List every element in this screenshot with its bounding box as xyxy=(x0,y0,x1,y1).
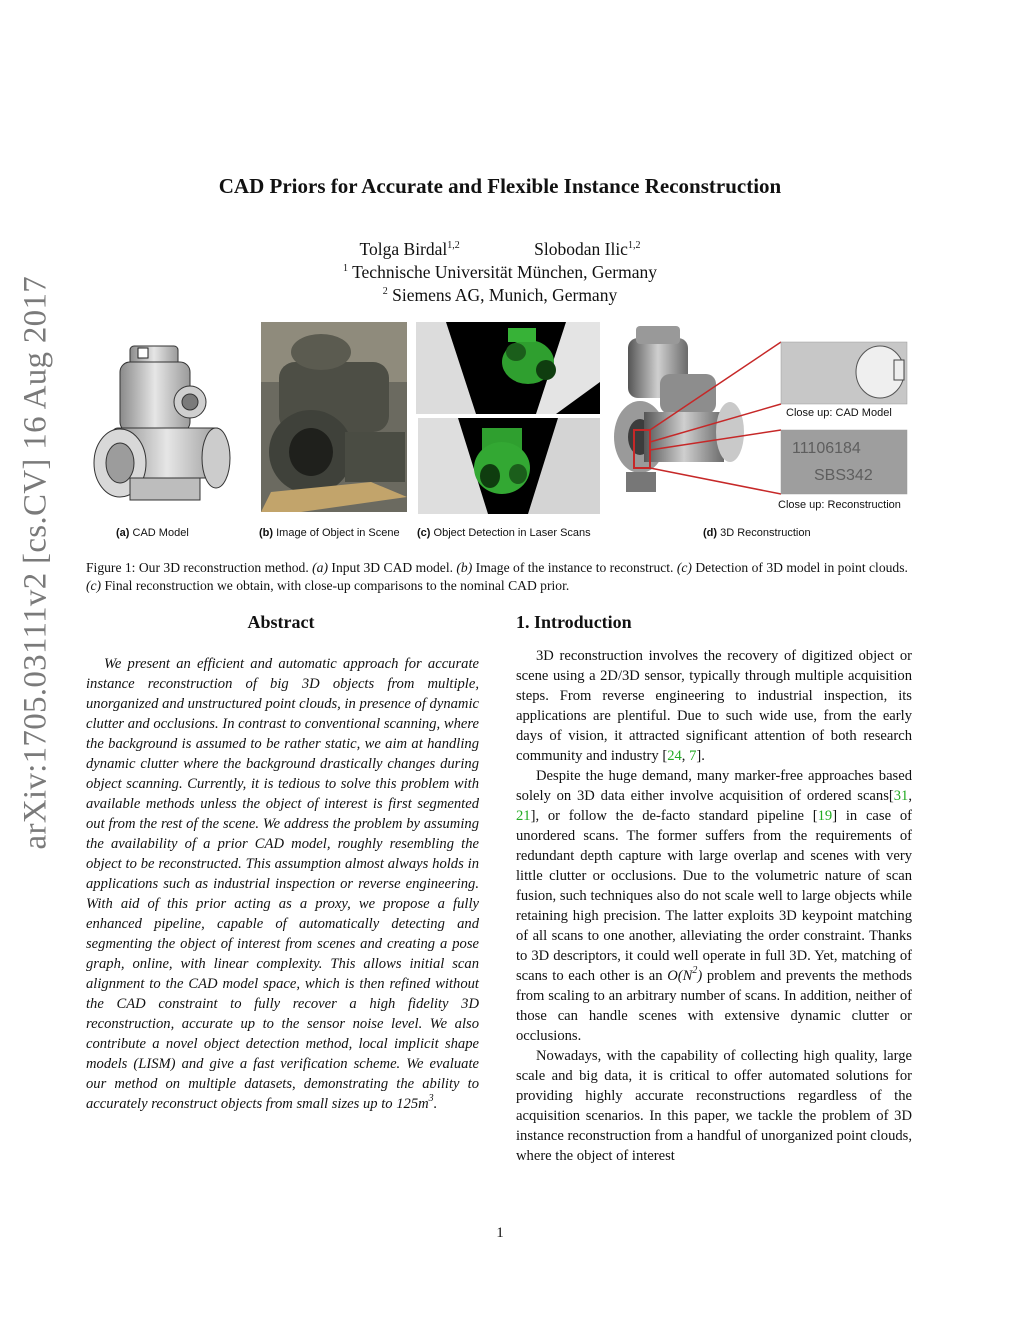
closeup-engraving-1: 11106184 xyxy=(792,440,861,457)
paper-title: CAD Priors for Accurate and Flexible Instance Reconstruction xyxy=(218,174,782,198)
complexity-math: $O(N^2)$ xyxy=(667,965,703,984)
author-2: Slobodan Ilic$^{1,2}$ xyxy=(534,239,641,259)
volume-value: $125m^3$ xyxy=(396,1093,434,1112)
subcaption-c: (c) Object Detection in Laser Scans xyxy=(417,527,591,539)
abstract-heading: Abstract xyxy=(247,612,315,632)
intro-paragraph-2: Despite the huge demand, many marker-free approaches based solely on 3D data either involve acquisition of ordered scans[31, 21], or follow the de-facto standard pipeline [19] in case of unordered scans. The former suffers from the requirements of redundant depth capture with large overlap and scenes with very little clutter or occlusions. Due to the volumetric nature of scan fusion, such techniques also do not scale well to large objects while retaining high precision. The latter exploits 3D keypoint matching of all scans to one another, alleviating the order constraint. Thanks to 3D descriptors, it could well operate in full 3D. Yet, matching of scans to each other is an $O(N^2)$ problem and prevents the methods from scaling to an arbitrary number of scans. In addition, neither of those can handle scenes with extensive dynamic clutter or occlusions. xyxy=(516,768,912,1044)
closeup-recon-label: Close up: Reconstruction xyxy=(778,499,901,511)
affiliation-2: $^2$ Siemens AG, Munich, Germany xyxy=(382,285,618,305)
arxiv-stamp: arXiv:1705.03111v2 [cs.CV] 16 Aug 2017 xyxy=(17,275,54,850)
intro-body xyxy=(516,646,912,1166)
subcaption-b: (b) Image of Object in Scene xyxy=(259,527,400,539)
subcaption-d: (d) 3D Reconstruction xyxy=(703,527,811,539)
citation-link[interactable]: 31 xyxy=(893,788,909,804)
citation-link[interactable]: 19 xyxy=(817,808,833,824)
citation-link[interactable]: 21 xyxy=(516,808,531,824)
closeup-cad-label: Close up: CAD Model xyxy=(786,407,892,419)
laser-scan-detection-bottom xyxy=(418,418,600,514)
intro-heading: 1. Introduction xyxy=(516,612,632,632)
affiliation-1: $^1$ Technische Universität München, Germany xyxy=(343,262,657,282)
subcaption-a: (a) CAD Model xyxy=(116,527,189,539)
object-photo-image xyxy=(261,322,407,512)
author-block xyxy=(0,238,1000,307)
laser-scan-detection-top xyxy=(416,322,600,414)
page-number: 1 xyxy=(496,1225,504,1241)
author-1: Tolga Birdal$^{1,2}$ xyxy=(359,239,460,259)
figure-caption: Figure 1: Our 3D reconstruction method. (a) Input 3D CAD model. (b) Image of the instance to reconstruct. (c) Detection of 3D model in point clouds. (c) Final reconstruction we obtain, with close-up comparisons to the nominal CAD prior. xyxy=(86,560,908,593)
citation-link[interactable]: 7 xyxy=(689,748,697,764)
author-names xyxy=(0,238,1000,261)
cad-model-image xyxy=(90,338,240,518)
closeup-engraving-2: SBS342 xyxy=(814,467,873,484)
abstract-body: We present an efficient and automatic approach for accurate instance reconstruction of big 3D objects from multiple, unorganized and unstructured point clouds, in presence of dynamic clutter and occlusions. In contrast to conventional scanning, where the background is assumed to be rather static, we aim at handling dynamic clutter where the background drastically changes during object scanning. Currently, it is tedious to solve this problem with available methods unless the object of interest is first segmented out from the rest of the scene. We address the problem by assuming the availability of a prior CAD model, roughly resembling the object to be reconstructed. This assumption almost always holds in applications such as industrial inspection or reverse engineering. With aid of this prior acting as a proxy, we propose a fully enhanced pipeline, capable of automatically detecting and segmenting the object of interest from scenes and creating a pose graph, online, with linear complexity. This allows initial scan alignment to the CAD model space, which is then refined without the CAD constraint to fully recover a high fidelity 3D reconstruction, accurate up to the sensor noise level. We also contribute a novel object detection method, local implicit shape models (LISM) and give a fast verification scheme. We evaluate our method on multiple datasets, demonstrating the ability to accurately reconstruct objects from small sizes up to $125m^3$. xyxy=(86,656,479,1112)
intro-paragraph-1: 3D reconstruction involves the recovery of digitized object or scene using a 2D/3D sensor, typically through multiple acquisition steps. From reverse engineering to industrial inspection, its applications are plentiful. Due to such wide use, from the early days of vision, it attracted significant attention of both research community and industry [24, 7]. xyxy=(516,648,912,764)
citation-link[interactable]: 24 xyxy=(667,748,682,764)
intro-paragraph-3: Nowadays, with the capability of collecting high quality, large scale and big data, it is critical to offer automated solutions for providing highly accurate reconstructions regardless of the acquisition scenarios. In this paper, we tackle the problem of 3D instance reconstruction from a handful of unorganized point clouds, where the object of interest xyxy=(516,1048,912,1164)
